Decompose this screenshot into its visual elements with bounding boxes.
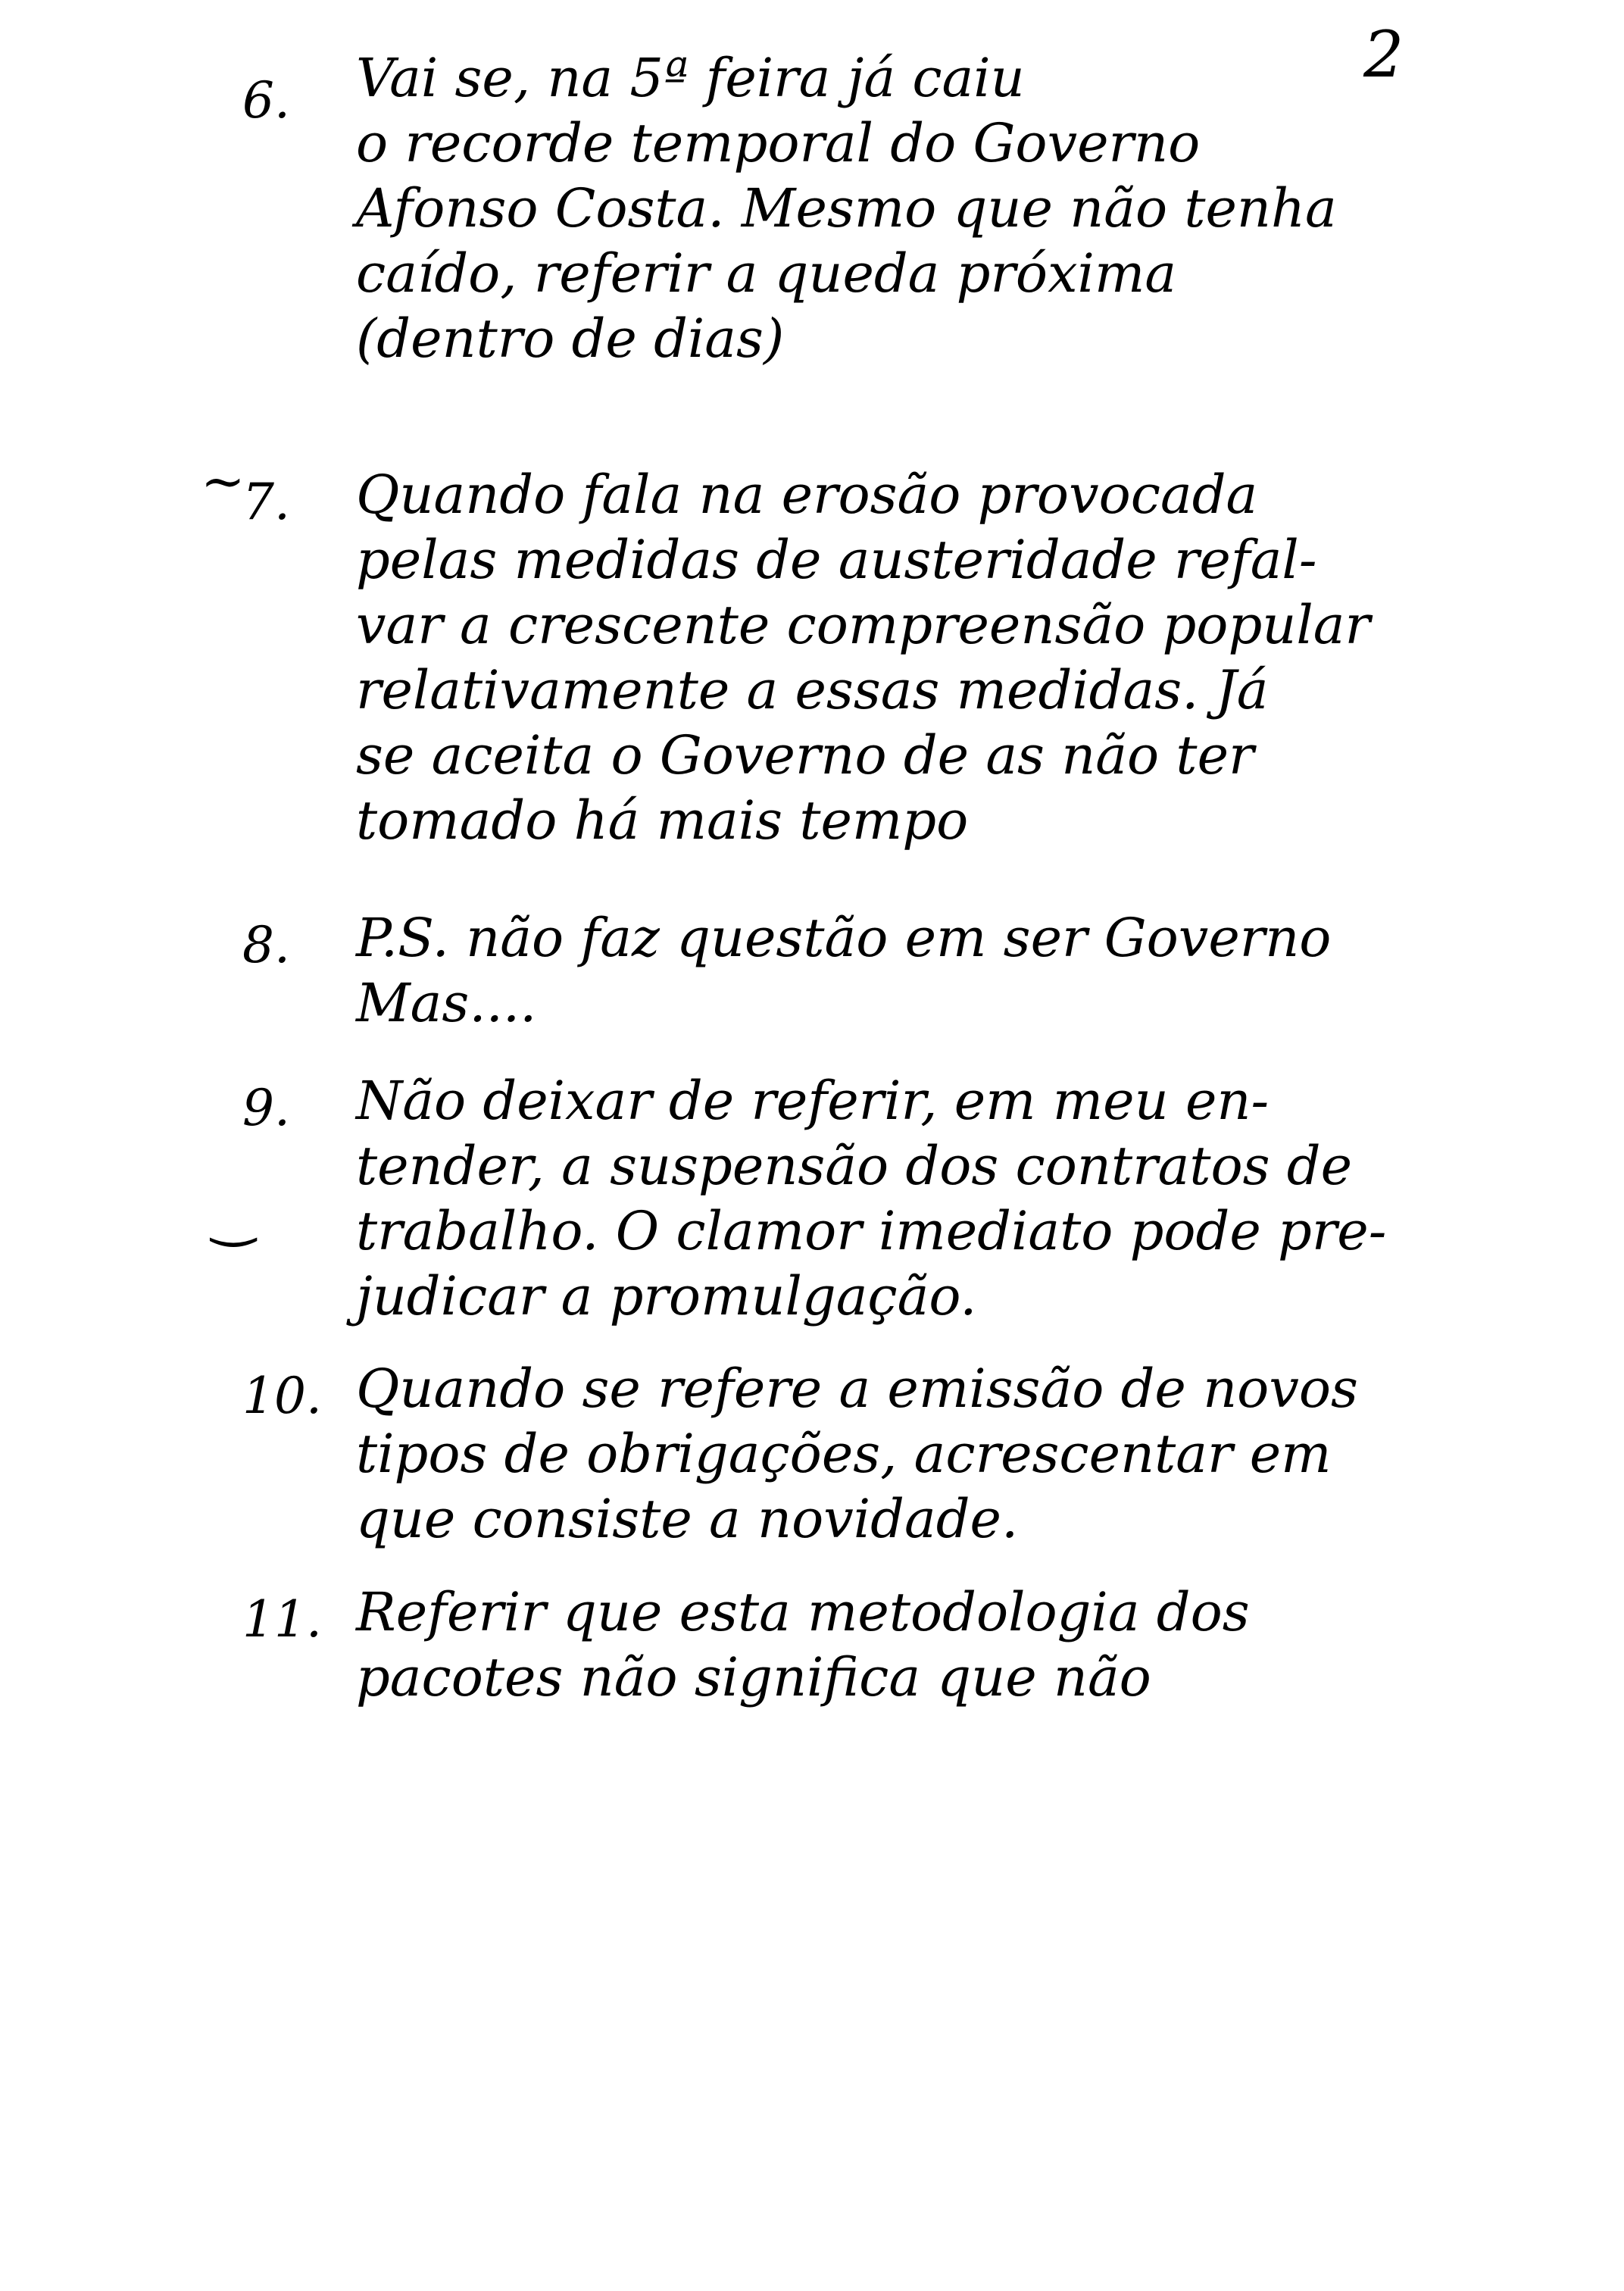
text-line: Afonso Costa. Mesmo que não tenha	[356, 177, 1337, 239]
text-line: tomado há mais tempo	[356, 789, 969, 852]
text-line: Referir que esta metodologia dos	[356, 1581, 1250, 1643]
text-line: Quando se refere a emissão de novos	[356, 1358, 1358, 1420]
item-number: 6.	[242, 71, 290, 130]
item-text	[356, 462, 1485, 853]
item-text	[356, 45, 1485, 371]
text-line: se aceita o Governo de as não ter	[356, 724, 1254, 786]
item-number: 11.	[242, 1590, 322, 1649]
text-line: judicar a promulgação.	[356, 1265, 977, 1327]
margin-tick-mark: ~	[201, 450, 245, 512]
text-line: P.S. não faz questão em ser Governo	[356, 907, 1332, 969]
text-line: o recorde temporal do Governo	[356, 112, 1201, 174]
text-line: que consiste a novidade.	[356, 1488, 1019, 1550]
text-line: Mas....	[356, 972, 537, 1034]
item-text	[356, 1356, 1485, 1552]
item-number: 7.	[242, 473, 290, 531]
text-line: pacotes não significa que não	[356, 1646, 1151, 1708]
text-line: caído, referir a queda próxima	[356, 242, 1177, 305]
text-line: Não deixar de referir, em meu en-	[356, 1070, 1270, 1132]
text-line: pelas medidas de austeridade refal-	[356, 529, 1317, 591]
item-number: 8.	[242, 916, 290, 974]
text-line: trabalho. O clamor imediato pode pre-	[356, 1200, 1387, 1262]
text-line: Vai se, na 5ª feira já caiu	[356, 47, 1025, 109]
item-number: 10.	[242, 1367, 322, 1425]
item-number: 9.	[242, 1079, 290, 1137]
text-line: tipos de obrigações, acrescentar em	[356, 1423, 1332, 1485]
margin-curve-mark: ‿	[212, 1185, 255, 1247]
item-text	[356, 1580, 1485, 1710]
item-text	[356, 905, 1485, 1036]
text-line: tender, a suspensão dos contratos de	[356, 1135, 1352, 1197]
text-line: (dentro de dias)	[356, 308, 785, 370]
text-line: Quando fala na erosão provocada	[356, 464, 1258, 526]
text-line: relativamente a essas medidas. Já	[356, 659, 1269, 721]
page-number: 2	[1363, 17, 1404, 92]
text-line: var a crescente compreensão popular	[356, 594, 1370, 656]
item-text	[356, 1068, 1485, 1329]
